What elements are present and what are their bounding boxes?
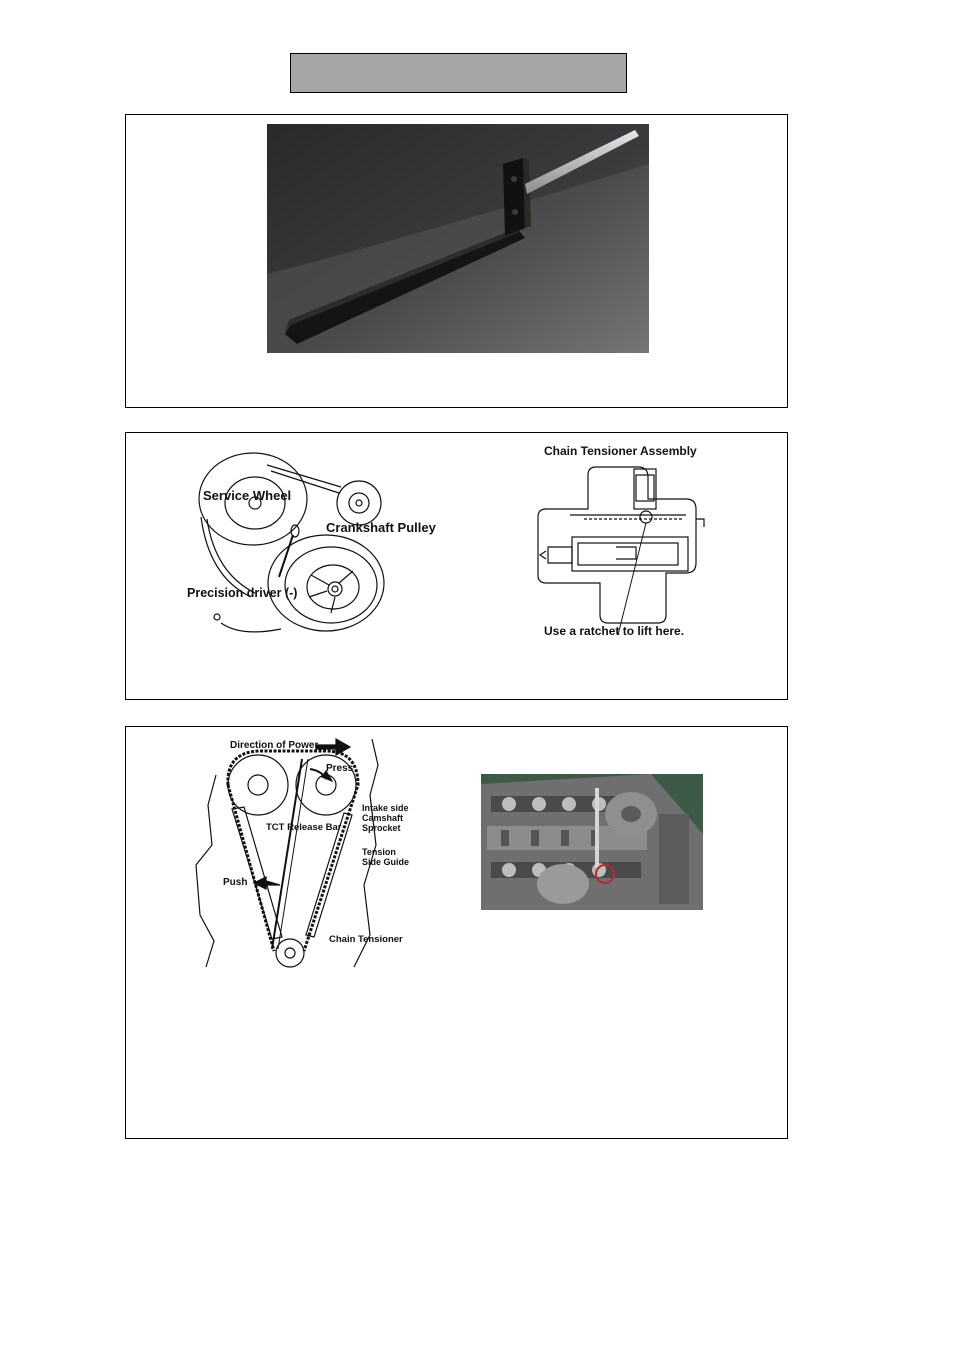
label-precision-driver: Precision driver (-) — [187, 586, 298, 600]
pulley-tensioner-panel — [125, 432, 788, 700]
label-intake-side-line1: Intake side — [362, 803, 409, 813]
label-tct-release-bar: TCT Release Bar — [266, 822, 342, 833]
crankshaft-pulley-diagram — [181, 447, 441, 637]
label-ratchet-note: Use a ratchet to lift here. — [544, 624, 685, 638]
label-intake-side-line2: Camshaft — [362, 813, 404, 823]
label-tension-line1: Tension — [362, 847, 396, 857]
cylinder-head-photo — [481, 774, 703, 910]
label-crankshaft-pulley: Crankshaft Pulley — [326, 520, 436, 535]
label-intake-side — [362, 803, 409, 833]
label-intake-side-line3: Sprocket — [362, 823, 401, 833]
label-chain-tensioner-assembly: Chain Tensioner Assembly — [544, 444, 697, 458]
label-direction-of-power: Direction of Power — [230, 740, 319, 751]
timing-chain-panel — [125, 726, 788, 1139]
tool-photo — [267, 124, 649, 353]
label-service-wheel: Service Wheel — [203, 488, 292, 503]
label-push: Push — [223, 877, 248, 888]
page-title-box — [290, 53, 627, 93]
tool-photo-panel — [125, 114, 788, 408]
label-press: Press — [326, 763, 354, 774]
label-tension-line2: Side Guide — [362, 857, 410, 867]
label-tension-side-guide — [362, 847, 409, 867]
label-chain-tensioner: Chain Tensioner — [329, 934, 403, 945]
chain-tensioner-diagram — [526, 439, 716, 649]
